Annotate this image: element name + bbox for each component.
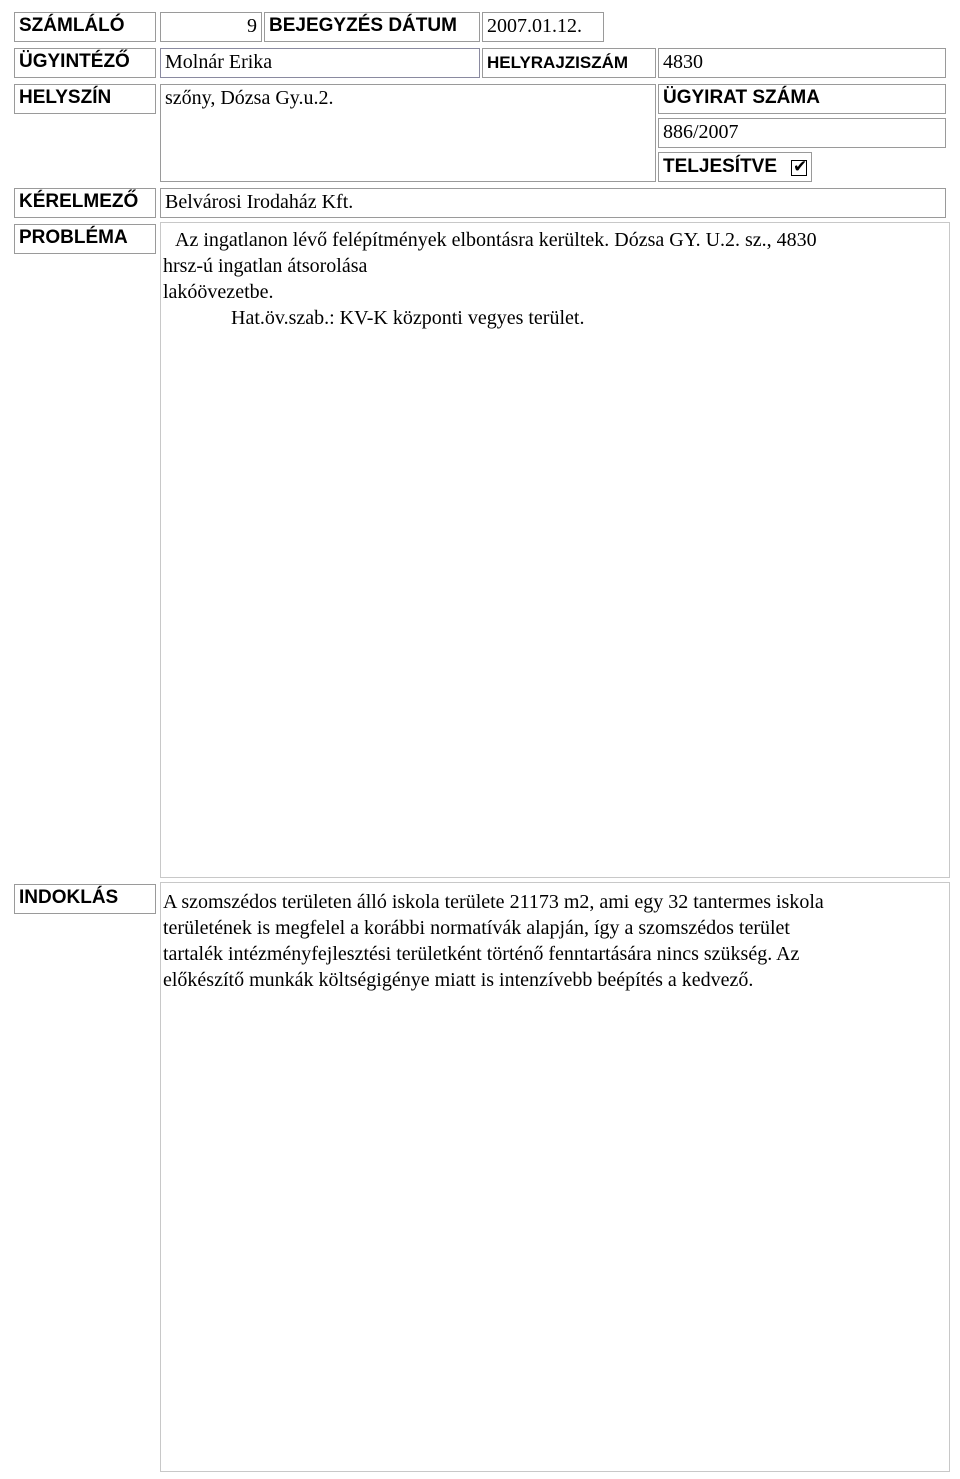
justification-line: tartalék intézményfejlesztési területként történő fenntartására nincs szükség. Az (163, 943, 800, 965)
justification-label: INDOKLÁS (14, 884, 156, 914)
problem-line: hrsz-ú ingatlan átsorolása (163, 255, 368, 277)
applicant-label: KÉRELMEZŐ (14, 188, 156, 218)
justification-field (160, 882, 950, 1472)
problem-label: PROBLÉMA (14, 224, 156, 254)
completed-label: TELJESÍTVE (663, 156, 778, 177)
officer-field: Molnár Erika (160, 48, 480, 78)
case-number-label: ÜGYIRAT SZÁMA (658, 84, 946, 114)
entry-date-label: BEJEGYZÉS DÁTUM (264, 12, 480, 42)
problem-field (160, 222, 950, 878)
completed-group (658, 152, 812, 182)
parcel-label: HELYRAJZISZÁM (482, 48, 656, 78)
justification-line: területének is megfelel a korábbi normatívák alapján, így a szomszédos terület (163, 917, 790, 939)
completed-checkbox[interactable] (791, 157, 808, 177)
entry-date-field: 2007.01.12. (482, 12, 604, 42)
problem-line: Hat.öv.szab.: KV-K központi vegyes terület. (231, 307, 585, 329)
counter-field: 9 (160, 12, 262, 42)
parcel-field: 4830 (658, 48, 946, 78)
problem-line: lakóövezetbe. (163, 281, 274, 303)
officer-label: ÜGYINTÉZŐ (14, 48, 156, 78)
check-icon: ✔ (793, 157, 808, 177)
problem-line: Az ingatlanon lévő felépítmények elbontásra kerültek. Dózsa GY. U.2. sz., 4830 (175, 229, 817, 251)
justification-line: előkészítő munkák költségigénye miatt is intenzívebb beépítés a kedvező. (163, 969, 754, 991)
case-number-field: 886/2007 (658, 118, 946, 148)
location-field: szőny, Dózsa Gy.u.2. (160, 84, 656, 182)
justification-line: A szomszédos területen álló iskola területe 21173 m2, ami egy 32 tantermes iskola (163, 891, 824, 913)
applicant-field: Belvárosi Irodaház Kft. (160, 188, 946, 218)
counter-label: SZÁMLÁLÓ (14, 12, 156, 42)
location-label: HELYSZÍN (14, 84, 156, 114)
